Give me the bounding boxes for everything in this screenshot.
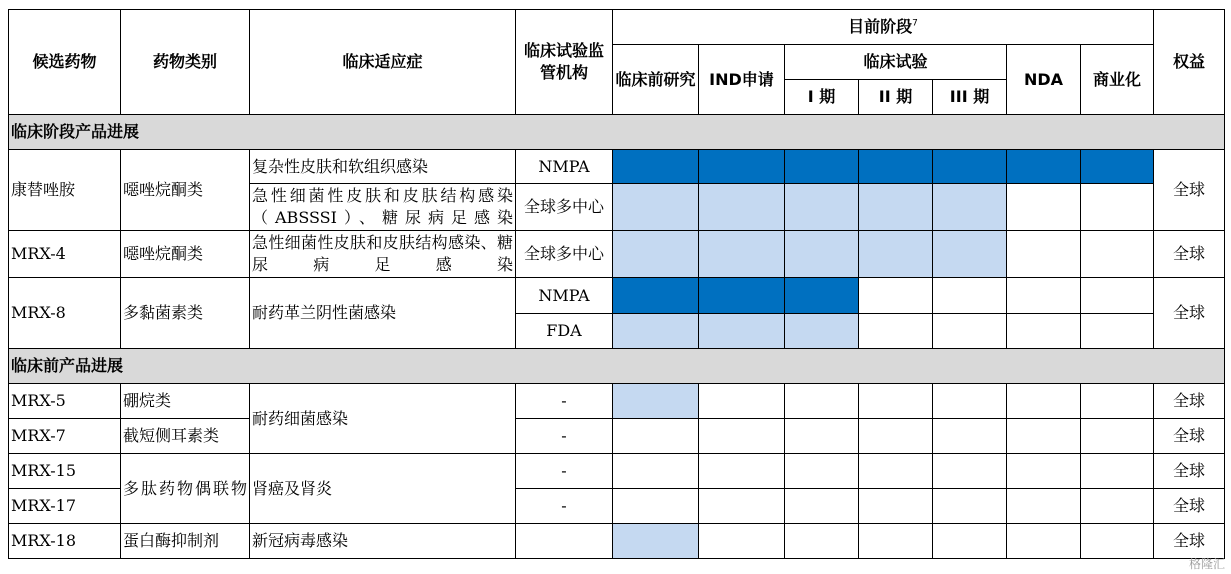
- stage-cell: [933, 278, 1007, 314]
- candidate-name: MRX-8: [9, 278, 121, 349]
- stage-cell: [699, 278, 785, 314]
- candidate-name: MRX-15: [9, 454, 121, 489]
- indication: 肾癌及肾炎: [250, 454, 516, 524]
- stage-cell: [933, 314, 1007, 349]
- drug-category: 截短侧耳素类: [121, 419, 250, 454]
- stage-cell: [785, 489, 859, 524]
- stage-cell: [613, 184, 699, 231]
- stage-cell: [859, 489, 933, 524]
- regulator: [516, 524, 613, 559]
- rights: 全球: [1154, 454, 1225, 489]
- header-clinical-trial: 临床试验: [785, 45, 1007, 80]
- candidate-name: MRX-18: [9, 524, 121, 559]
- stage-cell: [1081, 454, 1154, 489]
- header-nda: NDA: [1007, 45, 1081, 115]
- stage-cell: [1007, 384, 1081, 419]
- table-row-mrx15: [9, 454, 1225, 489]
- stage-cell: [1007, 150, 1081, 184]
- stage-cell: [699, 419, 785, 454]
- stage-cell: [859, 524, 933, 559]
- regulator: -: [516, 419, 613, 454]
- header-commercial: 商业化: [1081, 45, 1154, 115]
- rights: 全球: [1154, 384, 1225, 419]
- candidate-name: MRX-7: [9, 419, 121, 454]
- drug-category: 噁唑烷酮类: [121, 150, 250, 231]
- stage-cell: [613, 419, 699, 454]
- header-regulator-text: 临床试验监管机构: [523, 41, 604, 82]
- indication: 耐药革兰阴性菌感染: [250, 278, 516, 349]
- stage-cell: [1081, 184, 1154, 231]
- indication: 耐药细菌感染: [250, 384, 516, 454]
- stage-cell: [785, 184, 859, 231]
- stage-cell: [613, 489, 699, 524]
- rights: 全球: [1154, 524, 1225, 559]
- table-row-kangtizuoan-nmpa: [9, 150, 1225, 184]
- header-category: 药物类别: [121, 10, 250, 115]
- stage-cell: [785, 231, 859, 278]
- stage-cell: [1007, 454, 1081, 489]
- stage-cell: [699, 150, 785, 184]
- stage-cell: [699, 384, 785, 419]
- stage-cell: [1007, 489, 1081, 524]
- header-current-stage: [613, 10, 1154, 45]
- regulator: 全球多中心: [516, 231, 613, 278]
- header-phase-3: III 期: [933, 80, 1007, 115]
- table-row-mrx4: [9, 231, 1225, 278]
- stage-cell: [933, 489, 1007, 524]
- stage-cell: [859, 150, 933, 184]
- stage-cell: [785, 150, 859, 184]
- rights: 全球: [1154, 489, 1225, 524]
- stage-cell: [613, 150, 699, 184]
- indication: 新冠病毒感染: [250, 524, 516, 559]
- stage-cell: [859, 419, 933, 454]
- regulator: -: [516, 454, 613, 489]
- stage-cell: [785, 454, 859, 489]
- drug-category: 噁唑烷酮类: [121, 231, 250, 278]
- rights: 全球: [1154, 278, 1225, 349]
- stage-cell: [933, 524, 1007, 559]
- rights: 全球: [1154, 231, 1225, 278]
- candidate-name: MRX-17: [9, 489, 121, 524]
- stage-cell: [613, 524, 699, 559]
- header-ind: IND申请: [699, 45, 785, 115]
- candidate-name: MRX-4: [9, 231, 121, 278]
- stage-cell: [933, 419, 1007, 454]
- stage-cell: [699, 231, 785, 278]
- stage-cell: [1007, 184, 1081, 231]
- header-candidate: 候选药物: [9, 10, 121, 115]
- drug-category: 蛋白酶抑制剂: [121, 524, 250, 559]
- regulator: -: [516, 384, 613, 419]
- regulator: NMPA: [516, 278, 613, 314]
- pipeline-table: [8, 9, 1225, 559]
- indication: 急性细菌性皮肤和皮肤结构感染、糖尿病足感染: [250, 231, 516, 278]
- stage-cell: [859, 231, 933, 278]
- table-row-mrx7: [9, 419, 1225, 454]
- rights: 全球: [1154, 150, 1225, 231]
- header-rights: 权益: [1154, 10, 1225, 115]
- stage-cell: [1081, 384, 1154, 419]
- indication: 急性细菌性皮肤和皮肤结构感染（ABSSSI）、糖尿病足感染: [250, 184, 516, 231]
- stage-cell: [933, 454, 1007, 489]
- stage-cell: [933, 384, 1007, 419]
- stage-cell: [699, 314, 785, 349]
- footnote-marker: 7: [912, 18, 918, 29]
- stage-cell: [613, 231, 699, 278]
- stage-cell: [1007, 278, 1081, 314]
- stage-cell: [699, 184, 785, 231]
- indication: 复杂性皮肤和软组织感染: [250, 150, 516, 184]
- stage-cell: [699, 454, 785, 489]
- stage-cell: [699, 489, 785, 524]
- stage-cell: [1081, 419, 1154, 454]
- stage-cell: [699, 524, 785, 559]
- stage-cell: [785, 419, 859, 454]
- stage-cell: [859, 454, 933, 489]
- stage-cell: [785, 314, 859, 349]
- stage-cell: [613, 384, 699, 419]
- stage-cell: [1081, 150, 1154, 184]
- stage-cell: [1081, 278, 1154, 314]
- header-current-stage-text: 目前阶段: [848, 17, 913, 37]
- stage-cell: [1007, 314, 1081, 349]
- stage-cell: [1007, 231, 1081, 278]
- stage-cell: [613, 314, 699, 349]
- regulator: FDA: [516, 314, 613, 349]
- stage-cell: [785, 278, 859, 314]
- stage-cell: [1081, 314, 1154, 349]
- stage-cell: [1081, 524, 1154, 559]
- stage-cell: [1081, 489, 1154, 524]
- watermark-logo: 格隆汇: [1188, 557, 1225, 571]
- candidate-name: 康替唑胺: [9, 150, 121, 231]
- stage-cell: [859, 384, 933, 419]
- stage-cell: [1007, 524, 1081, 559]
- regulator: 全球多中心: [516, 184, 613, 231]
- header-preclinical: 临床前研究: [613, 45, 699, 115]
- regulator: NMPA: [516, 150, 613, 184]
- stage-cell: [613, 454, 699, 489]
- stage-cell: [785, 384, 859, 419]
- stage-cell: [785, 524, 859, 559]
- stage-cell: [613, 278, 699, 314]
- table-row-mrx8-nmpa: [9, 278, 1225, 314]
- stage-cell: [933, 231, 1007, 278]
- stage-cell: [859, 184, 933, 231]
- header-phase-2: II 期: [859, 80, 933, 115]
- drug-category: 多黏菌素类: [121, 278, 250, 349]
- regulator: -: [516, 489, 613, 524]
- drug-category: 硼烷类: [121, 384, 250, 419]
- drug-category: 多肽药物偶联物: [121, 454, 250, 524]
- section-clinical: 临床阶段产品进展: [9, 115, 1225, 150]
- stage-cell: [859, 314, 933, 349]
- header-phase-1: I 期: [785, 80, 859, 115]
- stage-cell: [1007, 419, 1081, 454]
- candidate-name: MRX-5: [9, 384, 121, 419]
- table-row-mrx18: [9, 524, 1225, 559]
- header-regulator: [516, 10, 613, 115]
- stage-cell: [859, 278, 933, 314]
- stage-cell: [933, 184, 1007, 231]
- section-preclinical: 临床前产品进展: [9, 349, 1225, 384]
- table-row-mrx5: [9, 384, 1225, 419]
- rights: 全球: [1154, 419, 1225, 454]
- header-indication: 临床适应症: [250, 10, 516, 115]
- stage-cell: [933, 150, 1007, 184]
- stage-cell: [1081, 231, 1154, 278]
